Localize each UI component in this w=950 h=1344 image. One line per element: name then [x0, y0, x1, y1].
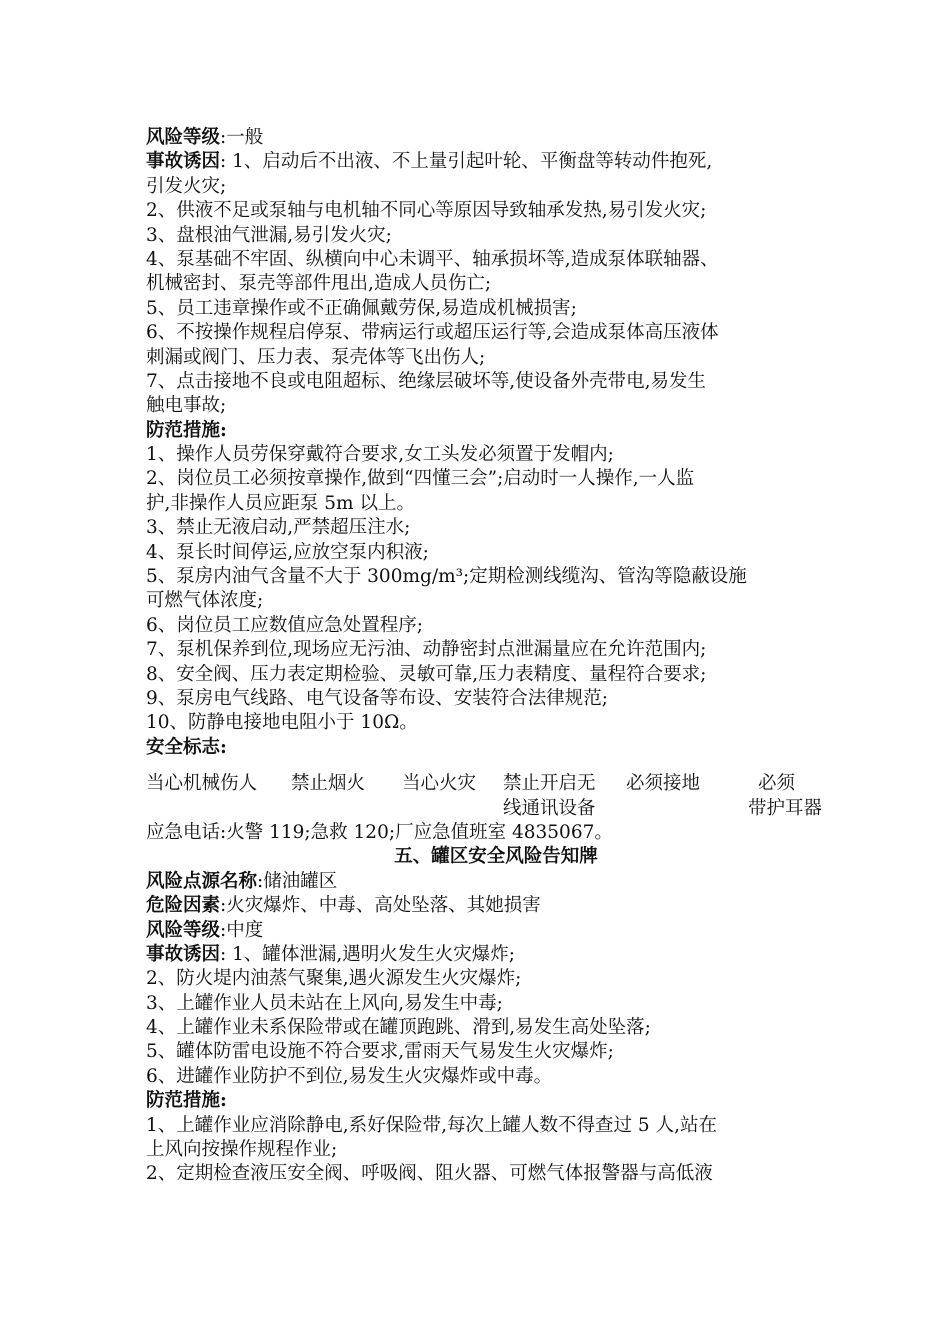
- risk-level-value-2: :中度: [220, 919, 264, 941]
- measures-label: 防范措施:: [146, 419, 227, 441]
- measure-item: 5、泵房内油气含量不大于 300mg/m³;定期检测线缆沟、管沟等隐蔽设施: [146, 566, 747, 588]
- document-page: [146, 126, 846, 1187]
- hazard-label: 危险因素: [146, 895, 221, 917]
- risk-level-label-2: 风险等级: [146, 919, 221, 941]
- cause-item: 5、员工违章操作或不正确佩戴劳保,易造成机械损害;: [146, 297, 577, 319]
- cause-label-2: 事故诱因: [146, 943, 221, 965]
- risk-level-label: 风险等级: [146, 127, 221, 148]
- risk-level-line: [146, 126, 846, 150]
- measure-item: 可燃气体浓度;: [146, 590, 264, 612]
- measure-item: 1、操作人员劳保穿戴符合要求,女工头发必须置于发帽内;: [146, 444, 614, 466]
- sign-caution-fire: 当心火灾: [402, 773, 477, 795]
- measure-item-2: 1、上罐作业应消除静电,系好保险带,每次上罐人数不得查过 5 人,站在: [146, 1114, 717, 1136]
- risk-source-value: :储油罐区: [257, 870, 338, 892]
- cause-item-2: 6、进罐作业防护不到位,易发生火灾爆炸或中毒。: [146, 1065, 553, 1087]
- measure-item: 7、泵机保养到位,现场应无污油、动静密封点泄漏量应在允许范围内;: [146, 639, 707, 661]
- risk-level-value: :一般: [220, 127, 264, 148]
- risk-source-label: 风险点源名称: [146, 870, 258, 892]
- cause-line-2: [146, 943, 846, 967]
- cause-item-2: 4、上罐作业未系保险带或在罐顶跑跳、滑到,易发生高处坠落;: [146, 1017, 651, 1039]
- cause-label: 事故诱因: [146, 151, 221, 173]
- sign-caution-machinery: 当心机械伤人: [146, 773, 258, 795]
- measure-item: 3、禁止无液启动,严禁超压注水;: [146, 517, 411, 539]
- measure-item: 4、泵长时间停运,应放空泵内积液;: [146, 541, 429, 563]
- cause-item-2: 3、上罐作业人员未站在上风向,易发生中毒;: [146, 992, 503, 1014]
- measure-item: 2、岗位员工必须按章操作,做到“四懂三会”;启动时一人操作,一人监: [146, 468, 695, 490]
- hazard-value: :火灾爆炸、中毒、高处坠落、其她损害: [220, 895, 541, 917]
- emergency-phone: 应急电话:火警 119;急救 120;厂应急值班室 4835067。: [146, 821, 613, 843]
- measures-label-2: 防范措施:: [146, 1090, 227, 1112]
- cause-item-2: 2、防火堤内油蒸气聚集,遇火源发生火灾爆炸;: [146, 968, 522, 990]
- measure-item: 8、安全阀、压力表定期检验、灵敏可靠,压力表精度、量程符合要求;: [146, 663, 707, 685]
- cause-item: 7、点击接地不良或电阻超标、绝缘层破坏等,使设备外壳带电,易发生: [146, 370, 707, 392]
- sign-no-wireless: 禁止开启无 线通讯设备: [503, 773, 596, 819]
- sign-ear-protection: 必须 带护耳器: [748, 773, 823, 819]
- measure-item-2: 2、定期检查液压安全阀、呼吸阀、阻火器、可燃气体报警器与高低液: [146, 1163, 713, 1185]
- cause-line: [146, 150, 846, 174]
- sign-no-smoking: 禁止烟火: [291, 773, 366, 795]
- cause-item: 触电事故;: [146, 395, 227, 417]
- measure-item: 9、泵房电气线路、电气设备等布设、安装符合法律规范;: [146, 687, 609, 709]
- hazard-line: [146, 894, 846, 918]
- sign-must-ground: 必须接地: [626, 773, 701, 795]
- risk-level-line-2: [146, 919, 846, 943]
- measure-item: 6、岗位员工应数值应急处置程序;: [146, 614, 424, 636]
- cause-first-line: : 1、启动后不出液、不上量引起叶轮、平衡盘等转动件抱死,: [220, 151, 713, 173]
- risk-source-line: [146, 870, 846, 894]
- safety-signs-row: [146, 772, 846, 821]
- cause-item: 机械密封、泵壳等部件甩出,造成人员伤亡;: [146, 273, 492, 295]
- signs-label: 安全标志:: [146, 736, 227, 758]
- cause-item-2: 5、罐体防雷电设施不符合要求,雷雨天气易发生火灾爆炸;: [146, 1041, 614, 1063]
- measure-item-2: 上风向按操作规程作业;: [146, 1139, 338, 1161]
- cause-item: 引发火灾;: [146, 175, 227, 197]
- measure-item: 10、防静电接地电阻小于 10Ω。: [146, 712, 418, 734]
- measure-item: 护,非操作人员应距泵 5m 以上。: [146, 492, 415, 514]
- cause-item: 3、盘根油气泄漏,易引发火灾;: [146, 224, 392, 246]
- cause-item: 刺漏或阀门、压力表、泵壳体等飞出伤人;: [146, 346, 486, 368]
- section-title: 五、罐区安全风险告知牌: [394, 846, 598, 868]
- cause-first-line-2: : 1、罐体泄漏,遇明火发生火灾爆炸;: [220, 943, 516, 965]
- cause-item: 4、泵基础不牢固、纵横向中心未调平、轴承损坏等,造成泵体联轴器、: [146, 248, 719, 270]
- cause-item: 2、供液不足或泵轴与电机轴不同心等原因导致轴承发热,易引发火灾;: [146, 200, 707, 222]
- cause-item: 6、不按操作规程启停泵、带病运行或超压运行等,会造成泵体高压液体: [146, 322, 719, 344]
